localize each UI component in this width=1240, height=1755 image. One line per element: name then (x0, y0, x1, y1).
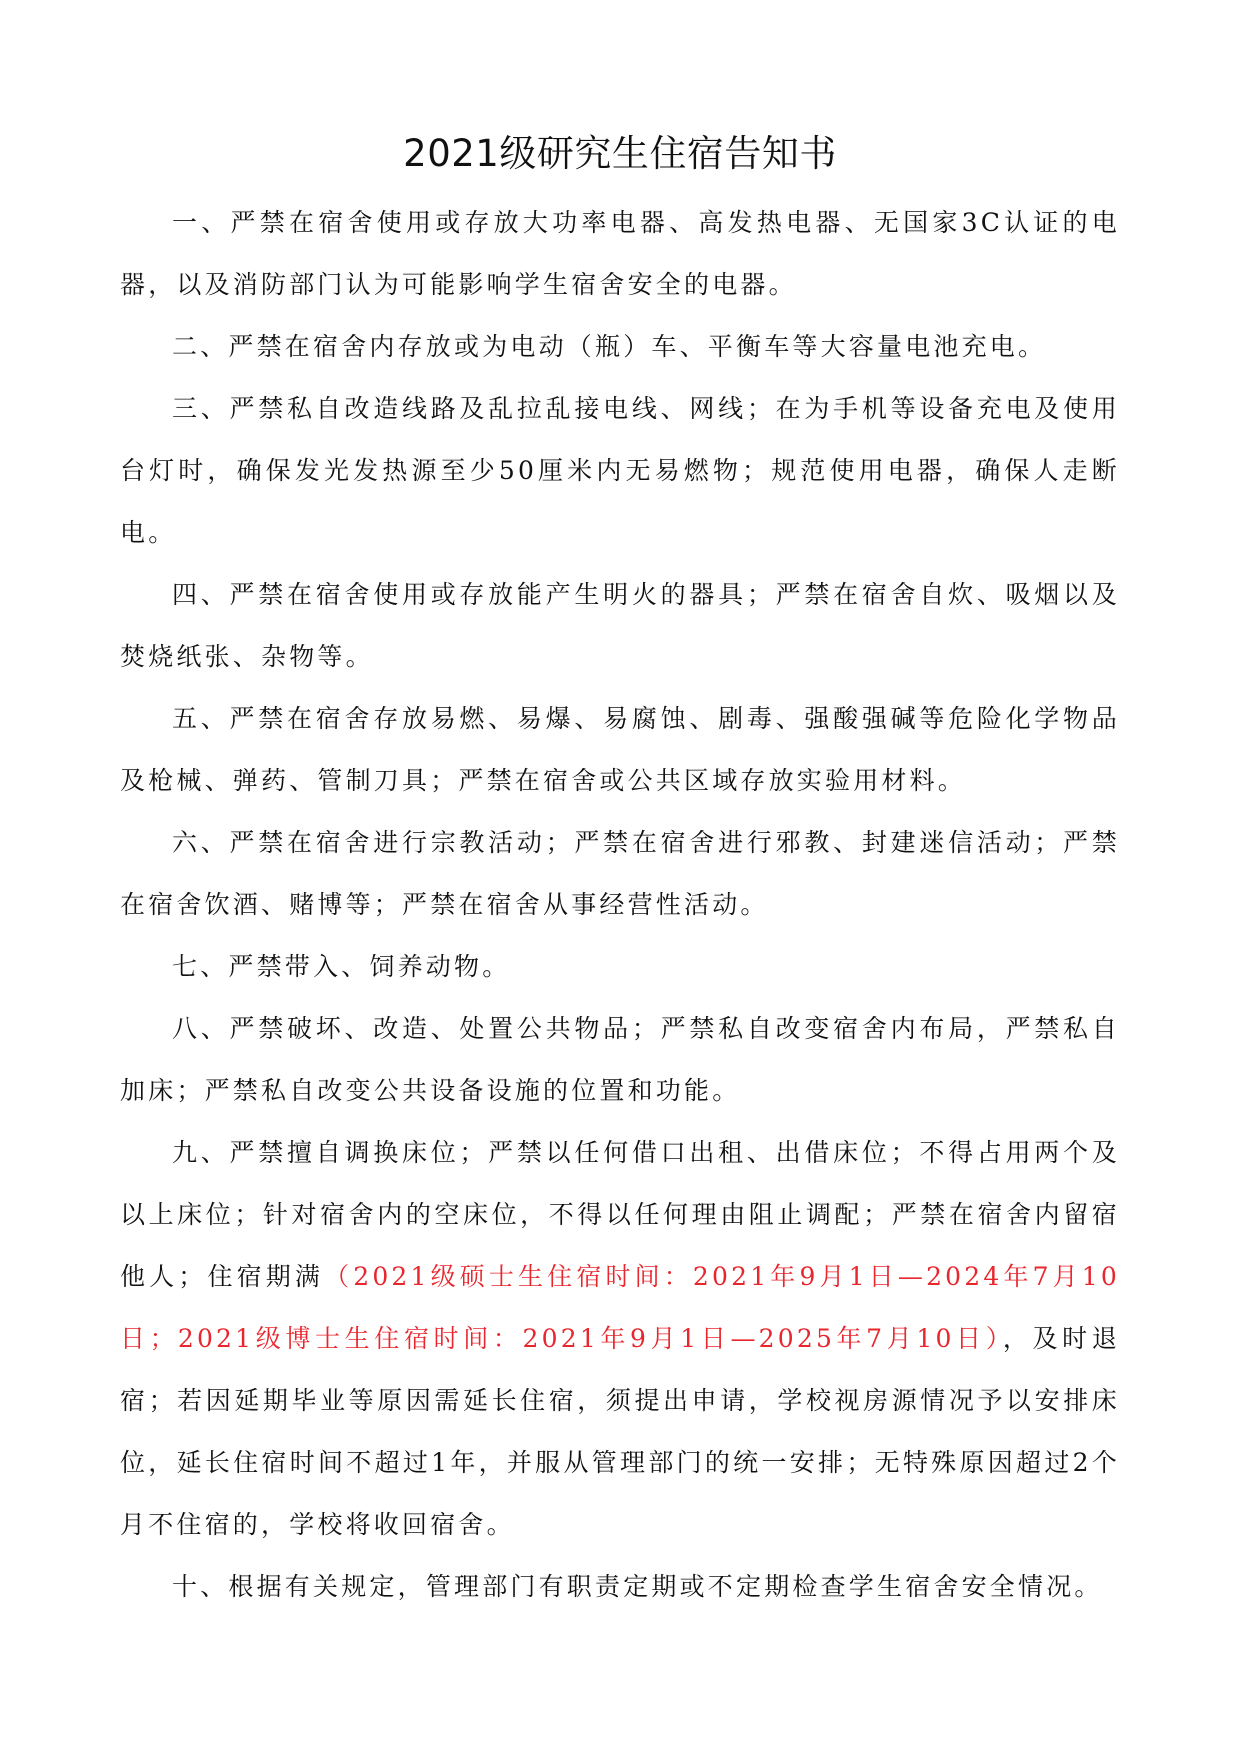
paragraph-10: 十、根据有关规定，管理部门有职责定期或不定期检查学生宿舍安全情况。 (172, 1572, 1103, 1601)
paragraph-1: 一、严禁在宿舍使用或存放大功率电器、高发热电器、无国家3C认证的电器，以及消防部门认为可能影响学生宿舍安全的电器。 (120, 208, 1120, 299)
paragraph-8: 八、严禁破坏、改造、处置公共物品；严禁私自改变宿舍内布局，严禁私自加床；严禁私自改变公共设备设施的位置和功能。 (120, 1014, 1120, 1105)
paragraph-9 (120, 1122, 1120, 1556)
paragraph-9-text-end: ，及时退宿；若因延期毕业等原因需延长住宿，须提出申请，学校视房源情况予以安排床位，延长住宿时间不超过1年，并服从管理部门的统一安排；无特殊原因超过2个月不住宿的，学校将收回宿舍。 (120, 1324, 1120, 1539)
paragraph-4: 四、严禁在宿舍使用或存放能产生明火的器具；严禁在宿舍自炊、吸烟以及焚烧纸张、杂物等。 (120, 580, 1120, 671)
paragraph-3: 三、严禁私自改造线路及乱拉乱接电线、网线；在为手机等设备充电及使用台灯时，确保发光发热源至少50厘米内无易燃物；规范使用电器，确保人走断电。 (120, 394, 1120, 547)
paragraph-7: 七、严禁带入、饲养动物。 (172, 952, 511, 981)
paragraph-2: 二、严禁在宿舍内存放或为电动（瓶）车、平衡车等大容量电池充电。 (172, 332, 1047, 361)
paragraph-6: 六、严禁在宿舍进行宗教活动；严禁在宿舍进行邪教、封建迷信活动；严禁在宿舍饮酒、赌博等；严禁在宿舍从事经营性活动。 (120, 828, 1120, 919)
paragraph-5: 五、严禁在宿舍存放易燃、易爆、易腐蚀、剧毒、强酸强碱等危险化学物品及枪械、弹药、管制刀具；严禁在宿舍或公共区域存放实验用材料。 (120, 704, 1120, 795)
paragraph-9-text-start: 九、严禁擅自调换床位；严禁以任何借口出租、出借床位；不得占用两个及以上床位；针对宿舍内的空床位，不得以任何理由阻止调配；严禁在宿舍内留宿他人；住宿期满 (120, 1138, 1120, 1291)
document-body (120, 192, 1120, 1618)
document-title: 2021级研究生住宿告知书 (403, 132, 837, 175)
residence-period-highlight: （2021级硕士生住宿时间：2021年9月1日—2024年7月10日；2021级博士生住宿时间：2021年9月1日—2025年7月10日） (120, 1262, 1121, 1353)
document-page (120, 0, 1120, 1755)
